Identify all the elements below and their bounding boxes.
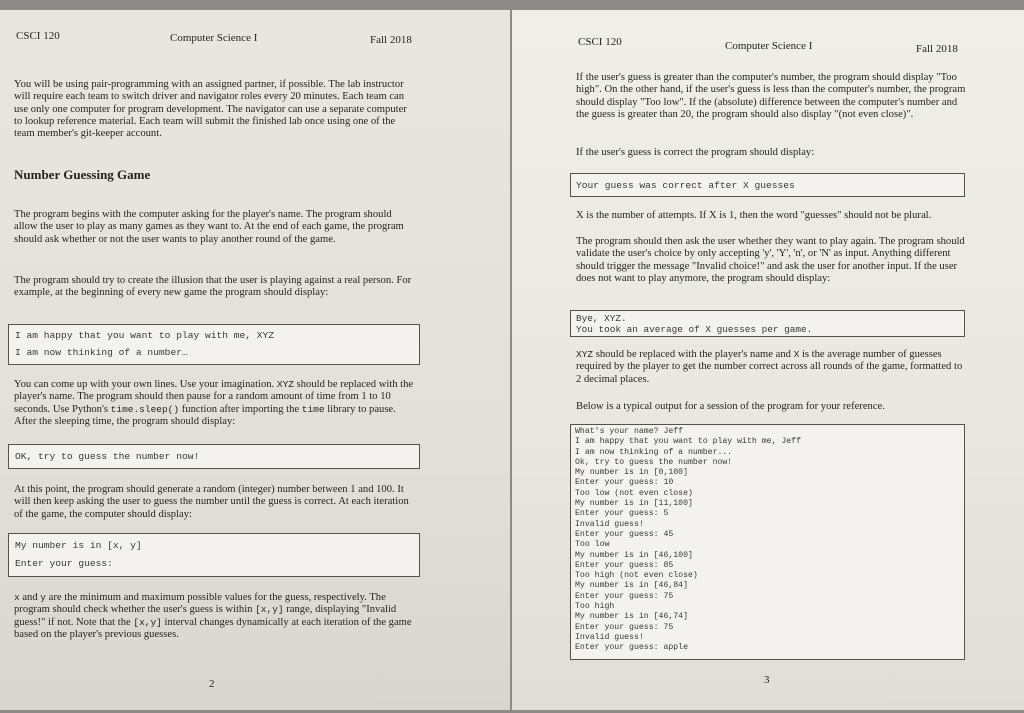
course-title: Computer Science I (725, 40, 813, 52)
session-line: What's your name? Jeff (575, 427, 684, 436)
session-line: My number is in [46,84] (575, 581, 689, 591)
left-page (0, 10, 510, 710)
section-heading: Number Guessing Game (14, 167, 151, 182)
session-line: I am now thinking of a number... (575, 447, 733, 457)
term: Fall 2018 (370, 34, 412, 46)
session-line: I am happy that you want to play with me, Jeff (575, 437, 802, 447)
code-line: Bye, XYZ. (576, 313, 627, 324)
session-line: Enter your guess: 85 (575, 560, 674, 570)
paragraph-4: At this point, the program should generate a random (integer) number between 1 and 100. It will then keep asking the user to guess the number until the guess is correct. At each iteration of the game, the computer should display: (14, 484, 409, 520)
session-line: My number is in [46,100] (575, 550, 693, 560)
code-line: I am now thinking of a number… (15, 347, 188, 358)
paragraph-4: The program should then ask the user whether they want to play again. The program should validate the user's choice by only accepting 'y', 'Y', 'n', or 'N' as input. Anything different should trigger the message "Invalid choice!" and ask the user for another input. If the user does not want to play anymore, the program should display: (576, 236, 965, 284)
session-line: My number is in [11,100] (575, 499, 693, 509)
session-line: Too high (not even close) (575, 571, 698, 581)
course-code: CSCI 120 (16, 30, 60, 42)
session-line: Enter your guess: 75 (575, 622, 674, 632)
paragraph-5: XYZ should be replaced with the player's name and X is the average number of guesses required by the player to get the number correct across all rounds of the game, formatted to 2 decimal places. (576, 349, 963, 385)
code-line: I am happy that you want to play with me, XYZ (15, 330, 275, 341)
code-line: My number is in [x, y] (15, 540, 142, 551)
session-line: My number is in [0,100] (575, 468, 689, 478)
session-line: Enter your guess: 45 (575, 529, 674, 539)
intro-paragraph: You will be using pair-programming with an assigned partner, if possible. The lab instructor will require each team to switch driver and navigator roles every 20 minutes. Each team can use only one computer for program development. The navigator can use a separate computer to lookup reference material. Each team will submit the finished lab once using one of the team member's git-keeper account. (14, 79, 407, 140)
paragraph-6: Below is a typical output for a session of the program for your reference. (576, 401, 885, 412)
session-line: Enter your guess: 10 (575, 478, 674, 488)
code-line: Enter your guess: (15, 558, 113, 569)
code-box-intro (8, 324, 420, 365)
right-page (512, 10, 1024, 710)
session-line: Too low (not even close) (575, 488, 693, 498)
paragraph-3: You can come up with your own lines. Use your imagination. XYZ should be replaced with the player's name. The program should then pause for a random amount of time from 1 to 10 seconds. Use Python's time.sleep() function after importing the time library to pause. After the sleeping time, the program should display: (14, 379, 414, 427)
session-line: Enter your guess: apple (575, 643, 689, 653)
paragraph-3: X is the number of attempts. If X is 1, then the word "guesses" should not be plural. (576, 210, 932, 221)
session-line: Invalid guess! (575, 519, 644, 529)
session-line: Enter your guess: 75 (575, 591, 674, 601)
paragraph-2: The program should try to create the illusion that the user is playing against a real person. For example, at the beginning of every new game the program should display: (14, 275, 412, 299)
code-line: OK, try to guess the number now! (15, 451, 200, 462)
session-line: Invalid guess! (575, 632, 644, 642)
code-box-bye (570, 310, 965, 337)
code-box-iteration (8, 533, 420, 577)
session-line: Enter your guess: 5 (575, 509, 669, 519)
session-line: Ok, try to guess the number now! (575, 457, 733, 467)
term: Fall 2018 (916, 43, 958, 55)
session-line: My number is in [46,74] (575, 612, 689, 622)
course-code: CSCI 120 (578, 36, 622, 48)
code-box-ok (8, 444, 420, 469)
page-number: 2 (209, 678, 215, 690)
paragraph-5: x and y are the minimum and maximum possible values for the guess, respectively. The program should check whether the user's guess is within [x,y] range, displaying "Invalid guess!" if not. Note that the [x,y] interval changes dynamically at each iteration of the game based on the player's previous guesses. (14, 592, 412, 640)
paragraph-1: The program begins with the computer asking for the player's name. The program should allow the user to play as many games as they want to. At the end of each game, the program should ask whether or not the user wants to play another round of the game. (14, 209, 404, 245)
code-line: You took an average of X guesses per game. (576, 324, 813, 335)
code-box-correct (570, 173, 965, 197)
page-number: 3 (764, 674, 770, 686)
code-line: Your guess was correct after X guesses (576, 180, 795, 191)
session-line: Too high (575, 602, 615, 612)
paragraph-1: If the user's guess is greater than the computer's number, the program should display "Too high". On the other hand, if the user's guess is less than the computer's number, the program should display "Too low". If the (absolute) difference between the computer's number and the guess is greater than 20, the program should also display "(not even close)". (576, 72, 966, 120)
session-line: Too low (575, 540, 610, 550)
course-title: Computer Science I (170, 32, 258, 44)
paragraph-2: If the user's guess is correct the program should display: (576, 147, 815, 158)
session-output-box (570, 424, 965, 660)
